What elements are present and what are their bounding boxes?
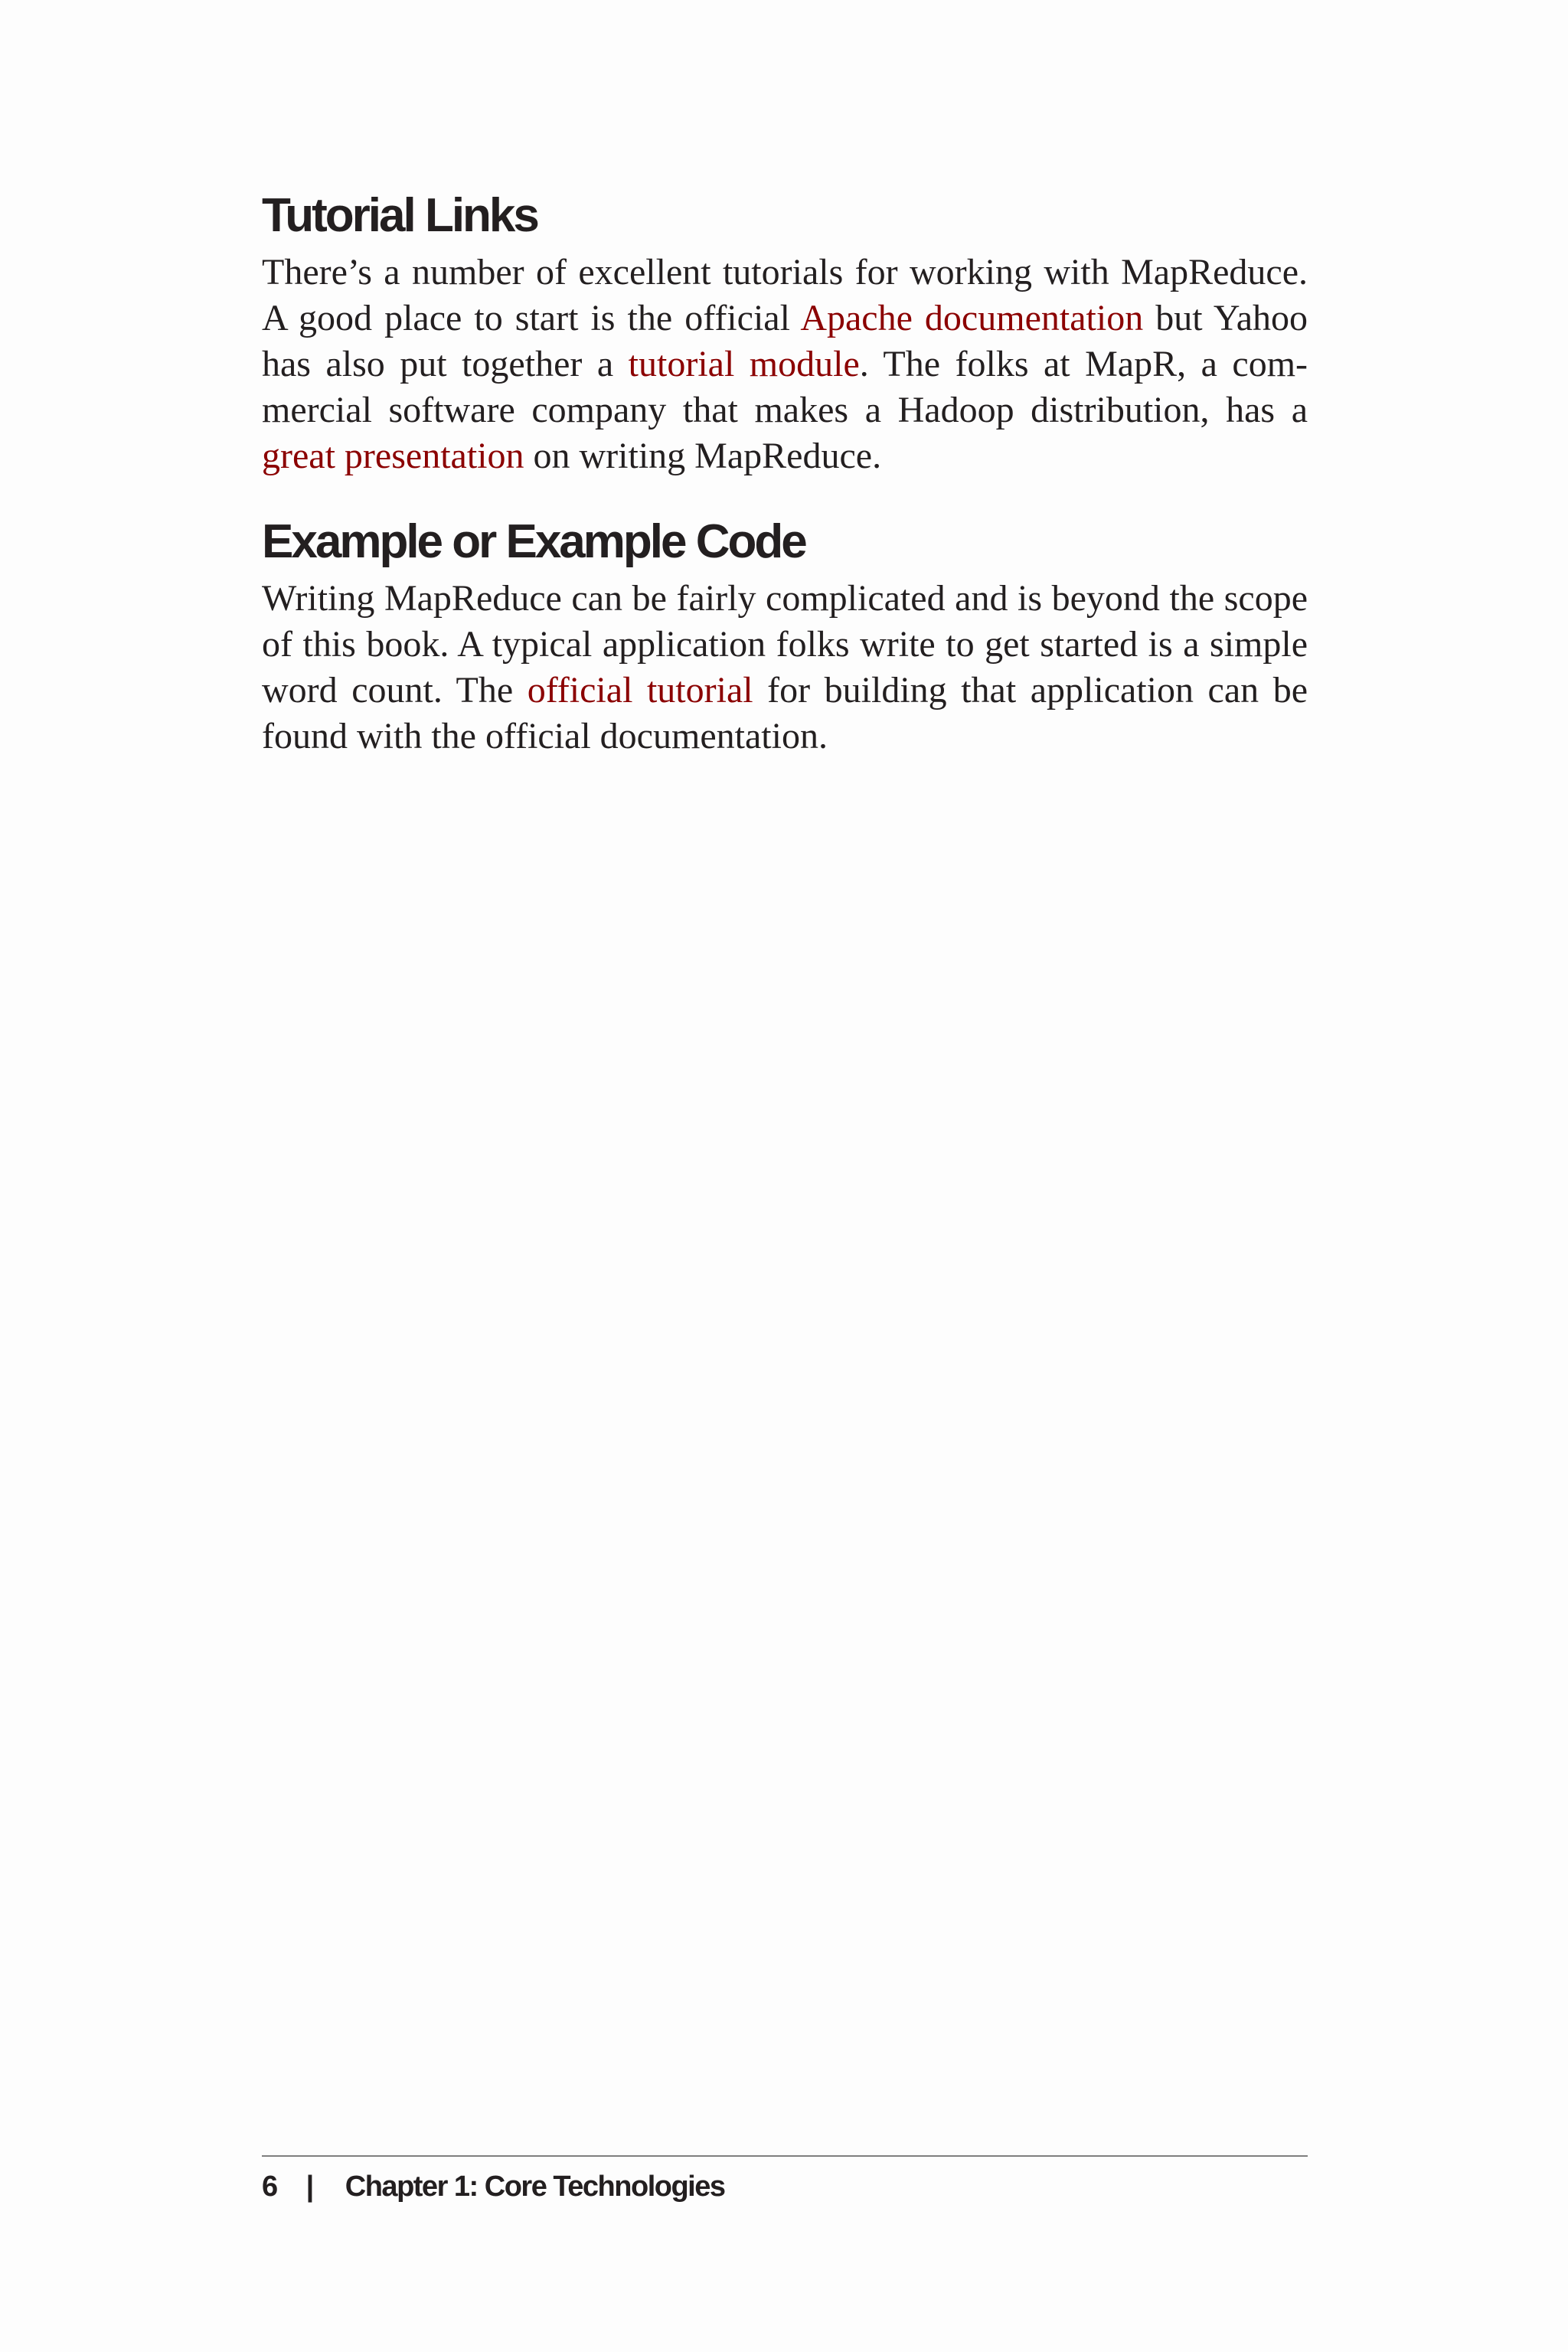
paragraph-text: Writing MapReduce can be fairly complicated and is beyond the scope of this book. A typical application folks write to get started is a simple word count. The xyxy=(262,578,1308,711)
paragraph-text: for building that application can be found with the official documentation. xyxy=(262,670,1308,757)
tutorial-module-link[interactable]: tutorial module xyxy=(628,344,860,385)
tutorial-links-paragraph xyxy=(262,250,1308,479)
section-heading-tutorial-links: Tutorial Links xyxy=(262,189,537,242)
official-tutorial-link[interactable]: official tutorial xyxy=(527,670,753,711)
paragraph-text: but Yahoo has also put together a xyxy=(262,298,1308,385)
great-presentation-link[interactable]: great presentation xyxy=(262,436,524,477)
apache-documentation-link[interactable]: Apache documentation xyxy=(800,298,1144,339)
page-number: 6 xyxy=(262,2171,277,2203)
paragraph-text: on writing MapReduce. xyxy=(524,436,882,477)
chapter-title: Chapter 1: Core Technologies xyxy=(345,2171,725,2203)
page-footer xyxy=(262,2155,1308,2203)
section-heading-example-code: Example or Example Code xyxy=(262,515,805,569)
example-code-paragraph xyxy=(262,576,1308,760)
footer-row xyxy=(262,2171,725,2203)
page-content xyxy=(262,176,1308,760)
paragraph-text: There’s a number of excellent tutorials for working with MapReduce. A good place to start is the official xyxy=(262,252,1308,339)
footer-separator: | xyxy=(305,2171,313,2203)
paragraph-text: . The folks at MapR, a commercial software company that makes a Hadoop distribution, has a xyxy=(262,344,1308,431)
